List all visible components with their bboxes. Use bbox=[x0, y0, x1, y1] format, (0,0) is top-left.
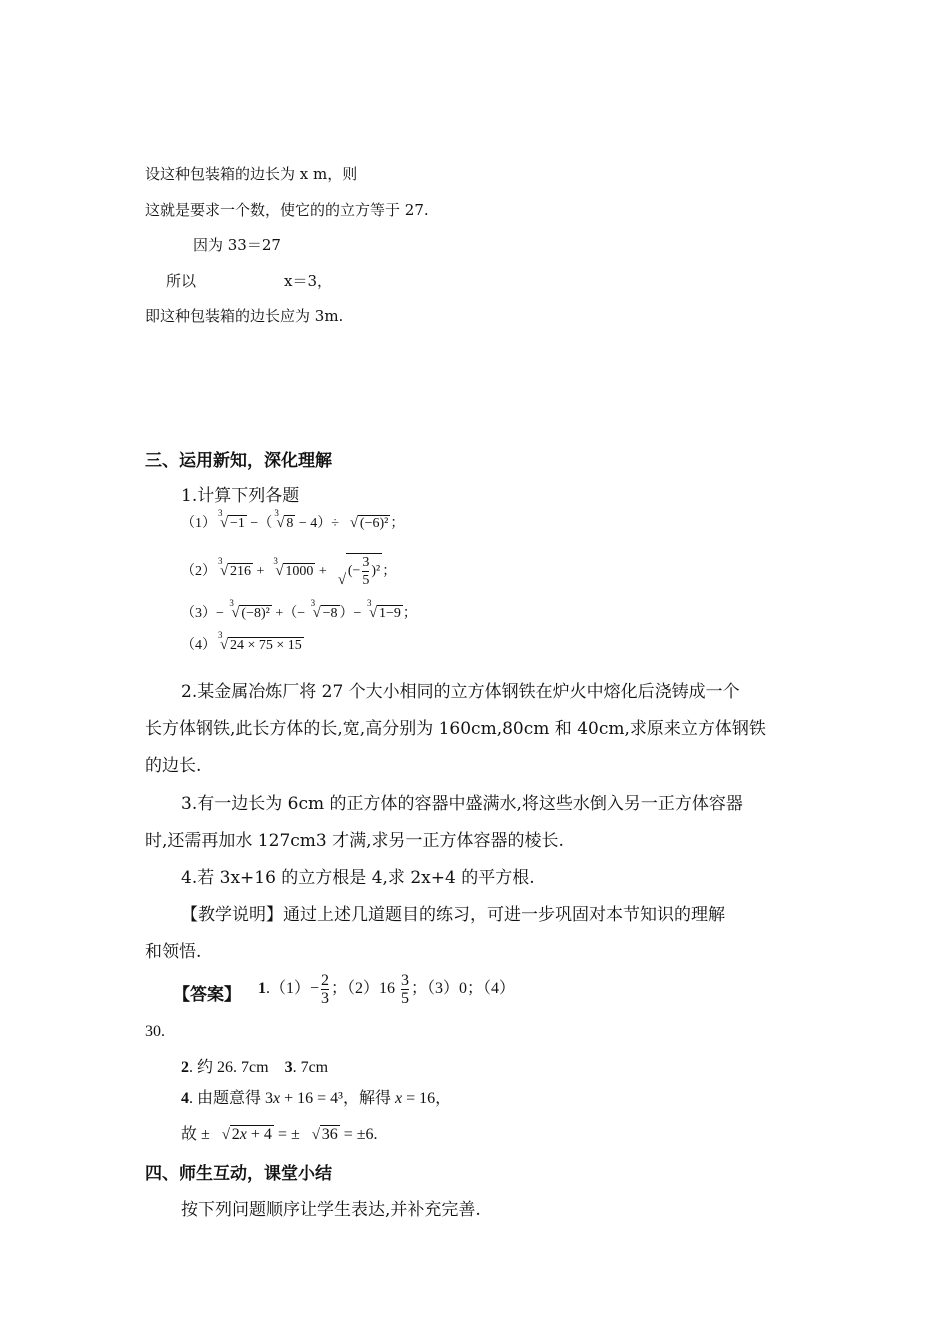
intro-line-1: 设这种包装箱的边长为 x m，则 bbox=[145, 165, 358, 183]
question-2-line-1: 2.某金属冶炼厂将 27 个大小相同的立方体钢铁在炉火中熔化后浇铸成一个 bbox=[181, 682, 740, 702]
teaching-note-line-2: 和领悟. bbox=[145, 942, 202, 962]
question-1-item-2: （2） 3 √ 216 + 3 √ 1000 + √ (− $\frac{3}{5}$ )² ； bbox=[181, 555, 397, 588]
question-1-item-3: （3）− 3 √ (−8)² +（− 3 √ −8 ）− 3 √ 1−9 ； bbox=[181, 598, 417, 621]
intro-line-3: 因为 33＝27 bbox=[193, 236, 281, 254]
intro-line-4-label: 所以 bbox=[166, 272, 197, 290]
intro-line-2: 这就是要求一个数，使它的的立方等于 27. bbox=[145, 201, 429, 219]
answer-4-line-2: 故 ± √ 2x + 4 = ± √ 36 = ±6. bbox=[181, 1126, 378, 1143]
section-4-title: 四、师生互动，课堂小结 bbox=[145, 1164, 332, 1184]
question-4: 4.若 3x+16 的立方根是 4,求 2x+4 的平方根. bbox=[181, 868, 535, 888]
answer-1: 1.（1）− $\frac{2}{3}$ ；（2）16 $\frac{3}{5}$ ；（3）0；（4） bbox=[258, 972, 516, 1007]
question-3-line-2: 时,还需再加水 127cm3 才满,求另一正方体容器的棱长. bbox=[145, 831, 564, 851]
question-2-line-2: 长方体钢铁,此长方体的长,宽,高分别为 160cm,80cm 和 40cm,求原来立方体钢铁 bbox=[145, 719, 766, 739]
section-4-line-1: 按下列问题顺序让学生表达,并补充完善. bbox=[181, 1200, 481, 1220]
question-1-item-4: （4） 3 √ 24 × 75 × 15 bbox=[181, 630, 302, 653]
answer-2-3: 2. 约 26. 7cm 3. 7cm bbox=[181, 1059, 329, 1076]
answer-4-line-1: 4. 由题意得 3x + 16 = 4³，解得 x = 16， bbox=[181, 1090, 452, 1107]
intro-line-4-value: x＝3， bbox=[284, 272, 333, 290]
section-3-title: 三、运用新知，深化理解 bbox=[145, 451, 332, 471]
intro-line-5: 即这种包装箱的边长应为 3m. bbox=[145, 307, 344, 325]
teaching-note-line-1: 【教学说明】通过上述几道题目的练习，可进一步巩固对本节知识的理解 bbox=[181, 905, 725, 925]
answer-1-continued: 30. bbox=[145, 1023, 165, 1040]
question-2-line-3: 的边长. bbox=[145, 756, 202, 776]
question-1-title: 1.计算下列各题 bbox=[181, 486, 300, 506]
answer-label: 【答案】 bbox=[173, 985, 241, 1005]
question-3-line-1: 3.有一边长为 6cm 的正方体的容器中盛满水,将这些水倒入另一正方体容器 bbox=[181, 794, 743, 814]
question-1-item-1: （1） 3 √ −1 −（ 3 √ 8 − 4）÷ √ (−6)² ； bbox=[181, 508, 405, 531]
